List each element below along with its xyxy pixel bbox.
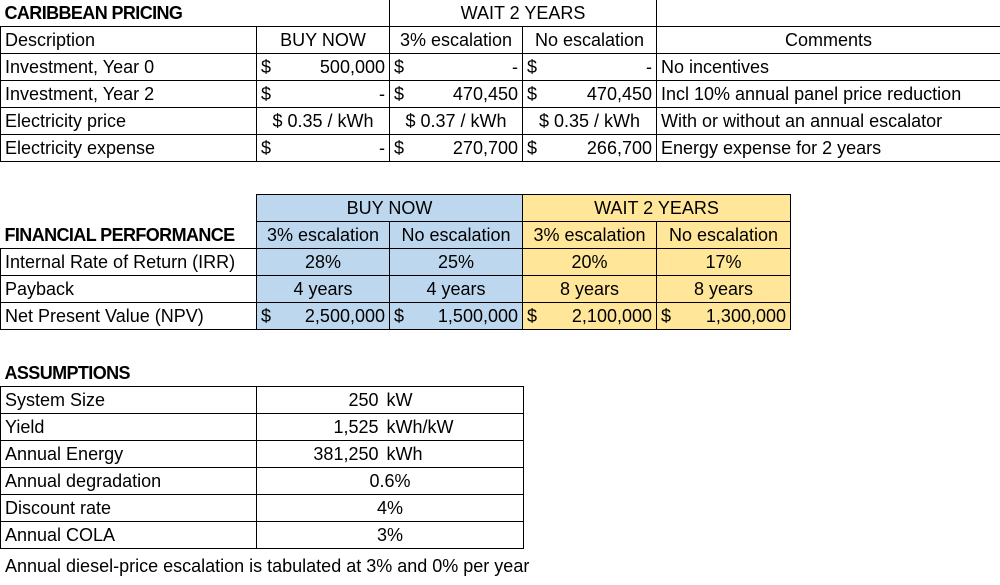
row-label: Annual degradation xyxy=(1,468,257,495)
table-row xyxy=(1,468,524,495)
row-label: Internal Rate of Return (IRR) xyxy=(1,249,257,276)
value-cell: 4% xyxy=(257,495,524,522)
unit-cell: kWh xyxy=(383,441,524,468)
row-label: Electricity expense xyxy=(1,135,257,162)
table-row xyxy=(1,81,1000,108)
col-header-description: Description xyxy=(1,27,257,54)
pricing-title: CARIBBEAN PRICING xyxy=(4,3,183,23)
npv-cell: $ 1,500,000 xyxy=(390,303,523,330)
npv-cell: $ 1,300,000 xyxy=(657,303,791,330)
footnote: Annual diesel-price escalation is tabulated at 3% and 0% per year xyxy=(5,556,530,576)
npv-cell: $ 2,500,000 xyxy=(257,303,390,330)
payback-cell: 4 years xyxy=(257,276,390,303)
no-escalation-cell: $ - xyxy=(523,54,657,81)
buy-now-header: BUY NOW xyxy=(257,195,523,222)
payback-cell: 4 years xyxy=(390,276,523,303)
performance-title: FINANCIAL PERFORMANCE xyxy=(1,222,257,249)
col-header-3pct-escalation: 3% escalation xyxy=(390,27,523,54)
row-label: Investment, Year 0 xyxy=(1,54,257,81)
escalation-cell: $ 0.37 / kWh xyxy=(390,108,523,135)
buy-now-cell: $ - xyxy=(257,81,390,108)
payback-cell: 8 years xyxy=(523,276,657,303)
financial-performance-table xyxy=(0,194,791,330)
row-label: Electricity price xyxy=(1,108,257,135)
wait-2-years-header: WAIT 2 YEARS xyxy=(523,195,791,222)
payback-cell: 8 years xyxy=(657,276,791,303)
row-label: Payback xyxy=(1,276,257,303)
escalation-cell: $ 470,450 xyxy=(390,81,523,108)
table-row xyxy=(1,303,791,330)
table-row xyxy=(1,249,791,276)
no-escalation-cell: $ 266,700 xyxy=(523,135,657,162)
value-cell: 1,525 xyxy=(257,414,383,441)
comment-cell: No incentives xyxy=(657,54,1000,81)
assumptions-table xyxy=(0,360,524,549)
subheader-3pct-escalation: 3% escalation xyxy=(257,222,390,249)
buy-now-cell: $ 500,000 xyxy=(257,54,390,81)
comment-cell: Energy expense for 2 years xyxy=(657,135,1000,162)
assumptions-title: ASSUMPTIONS xyxy=(1,360,257,387)
col-header-no-escalation: No escalation xyxy=(523,27,657,54)
value-cell: 250 xyxy=(257,387,383,414)
row-label: Annual Energy xyxy=(1,441,257,468)
npv-cell: $ 2,100,000 xyxy=(523,303,657,330)
comment-cell: With or without an annual escalator xyxy=(657,108,1000,135)
table-row xyxy=(1,276,791,303)
wait-2-years-header: WAIT 2 YEARS xyxy=(390,0,657,27)
table-row xyxy=(1,495,524,522)
subheader-3pct-escalation: 3% escalation xyxy=(523,222,657,249)
row-label: Net Present Value (NPV) xyxy=(1,303,257,330)
table-row xyxy=(1,135,1000,162)
irr-cell: 25% xyxy=(390,249,523,276)
irr-cell: 28% xyxy=(257,249,390,276)
no-escalation-cell: $ 0.35 / kWh xyxy=(523,108,657,135)
no-escalation-cell: $ 470,450 xyxy=(523,81,657,108)
value-cell: 381,250 xyxy=(257,441,383,468)
table-row xyxy=(1,414,524,441)
unit-cell: kWh/kW xyxy=(383,414,524,441)
value-cell: 3% xyxy=(257,522,524,549)
row-label: Discount rate xyxy=(1,495,257,522)
table-row xyxy=(1,441,524,468)
table-row xyxy=(1,387,524,414)
table-row xyxy=(1,522,524,549)
row-label: Investment, Year 2 xyxy=(1,81,257,108)
row-label: System Size xyxy=(1,387,257,414)
escalation-cell: $ 270,700 xyxy=(390,135,523,162)
value-cell: 0.6% xyxy=(257,468,524,495)
col-header-buy-now: BUY NOW xyxy=(257,27,390,54)
subheader-no-escalation: No escalation xyxy=(390,222,523,249)
table-row xyxy=(1,108,1000,135)
unit-cell: kW xyxy=(383,387,524,414)
row-label: Yield xyxy=(1,414,257,441)
buy-now-cell: $ - xyxy=(257,135,390,162)
row-label: Annual COLA xyxy=(1,522,257,549)
table-row xyxy=(1,54,1000,81)
buy-now-cell: $ 0.35 / kWh xyxy=(257,108,390,135)
comment-cell: Incl 10% annual panel price reduction xyxy=(657,81,1000,108)
subheader-no-escalation: No escalation xyxy=(657,222,791,249)
irr-cell: 17% xyxy=(657,249,791,276)
escalation-cell: $ - xyxy=(390,54,523,81)
irr-cell: 20% xyxy=(523,249,657,276)
pricing-table xyxy=(0,0,1000,162)
col-header-comments: Comments xyxy=(657,27,1000,54)
